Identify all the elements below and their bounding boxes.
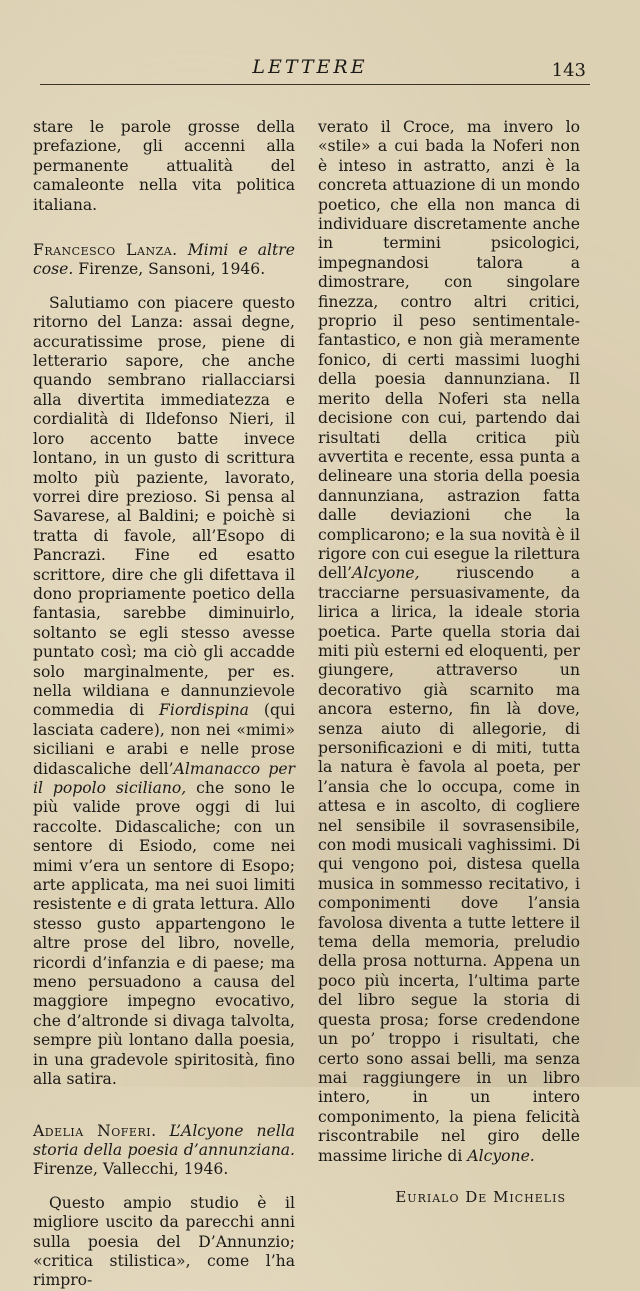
- body-text: Salutiamo con piacere questo ritorno del Lanza: assai degne, accuratissime prose, piene di letterario sapore, che anche quando sembrano riallacciarsi alla divertita immediatezza e cordialità di Ildefonso Nieri, il loro accento batte invece lontano, in un gusto di scrittura molto più paziente, lavorato, vorrei dire prezioso. Si pensa al Savarese, al Baldini; e poichè si tratta di favole, all’Esopo di Pancrazi. Fine ed esatto scrittore, dire che gli difettava il dono propriamente poetico della fantasia, sarebbe diminuirlo, soltanto se egli stesso avesse puntato così; ma ciò gli accadde solo marginalmente, per es. nella wildiana e dannunzievole commedia di: [33, 293, 295, 720]
- body-text: verato il Croce, ma invero lo «stile» a cui bada la Noferi non è inteso in astratto, anzi è la concreta attuazione di un mondo poetico, che ella non manca di individuare discretamente anche in termini psicologici, impegnandosi talora a dimostrare, con singolare finezza, contro altri critici, proprio il peso sentimentale-fantastico, e non già meramente fonico, di certi massimi luoghi della poesia dannunziana. Il merito della Noferi sta nella decisione con cui, partendo dai risultati della critica più avvertita e recente, essa punta a delineare una storia della poesia dannunziana, astrazion fatta dalle deviazioni che la complicarono; e la sua novità è il rigore con cui esegue la rilettura dell’: [318, 118, 580, 583]
- cited-title: Fiordispina: [159, 701, 249, 720]
- review-title: L’Alcyone nella storia della poesia d’annunziana.: [33, 1121, 295, 1159]
- right-column: [318, 118, 580, 1207]
- review-publisher: Firenze, Vallecchi, 1946.: [33, 1160, 229, 1179]
- review-title: Mimi e altre cose.: [33, 241, 295, 279]
- cited-title: Alcyone,: [352, 564, 420, 583]
- page-number: 143: [551, 60, 586, 81]
- left-column: [33, 118, 295, 1291]
- review-body-noferi-continued: [318, 118, 580, 1166]
- intro-paragraph: stare le parole grosse della prefazione, gli accenni alla permanente attualità del camaleonte nella vita politica italiana.: [33, 118, 295, 214]
- cited-title: Almanacco per il popolo siciliano,: [33, 759, 296, 797]
- cited-title: Alcyone.: [467, 1146, 535, 1165]
- review-body-noferi-start: Questo ampio studio è il migliore uscito da parecchi anni sulla poesia del D’Annunzio; «critica stilistica», come l’ha rimpro-: [33, 1193, 295, 1290]
- body-text: (qui lasciata cadere), non nei «mimi» siciliani e arabi e nelle prose didascaliche dell’: [33, 701, 295, 778]
- page-header: [30, 52, 590, 92]
- review-heading-lanza: [33, 241, 295, 280]
- review-heading-noferi: [33, 1122, 295, 1180]
- review-publisher: Firenze, Sansoni, 1946.: [78, 260, 266, 279]
- review-author: Adelia Noferi.: [33, 1121, 157, 1140]
- running-title: LETTERE: [252, 56, 368, 78]
- header-rule: [40, 84, 590, 85]
- body-text: che sono le più valide prove oggi di lui raccolte. Didascaliche; con un sentore di Esiodo, come nei mimi v’era un sentore di Esopo; arte applicata, ma nei suoi limiti resistente e di grata lettura. Allo stesso gusto appartengono le altre prose del libro, novelle, ricordi d’infanzia e di paese; ma meno persuadono a causa del maggiore impegno evocativo, che d’altronde si divaga talvolta, sempre più lontano dalla poesia, in una gradevole spiritosità, fino alla satira.: [33, 779, 296, 1089]
- review-body-lanza: [33, 294, 295, 1090]
- review-author: Francesco Lanza.: [33, 241, 178, 260]
- body-text: riuscendo a tracciarne persuasivamente, da lirica a lirica, la ideale storia poetica. Parte quella storia dai miti più esterni ed eloquenti, per giungere, attraverso un decorativo già scarnito ma ancora esterno, fin là dove, senza aiuto di allegorie, di personificazioni e di miti, tutta la natura è favola al poeta, per l’ansia che lo occupa, come in attesa e in ascolto, di cogliere nel sensibile il sovrasensibile, con modi musicali vaghissimi. Di qui vengono poi, distesa quella musica in sommesso recitativo, i componimenti dove l’ansia favolosa diventa a tutte lettere il tema della memoria, preludio della prosa notturna. Appena un poco più incerta, l’ultima parte del libro segue la storia di questa prosa; forse credendone un po’ troppo i risultati, che certo sono assai belli, ma senza mai raggiungere in un libro intero, in un intero componimento, la piena felicità riscontrabile nel giro delle massime liriche di: [318, 564, 580, 1165]
- reviewer-signature: Eurialo De Michelis: [395, 1187, 566, 1206]
